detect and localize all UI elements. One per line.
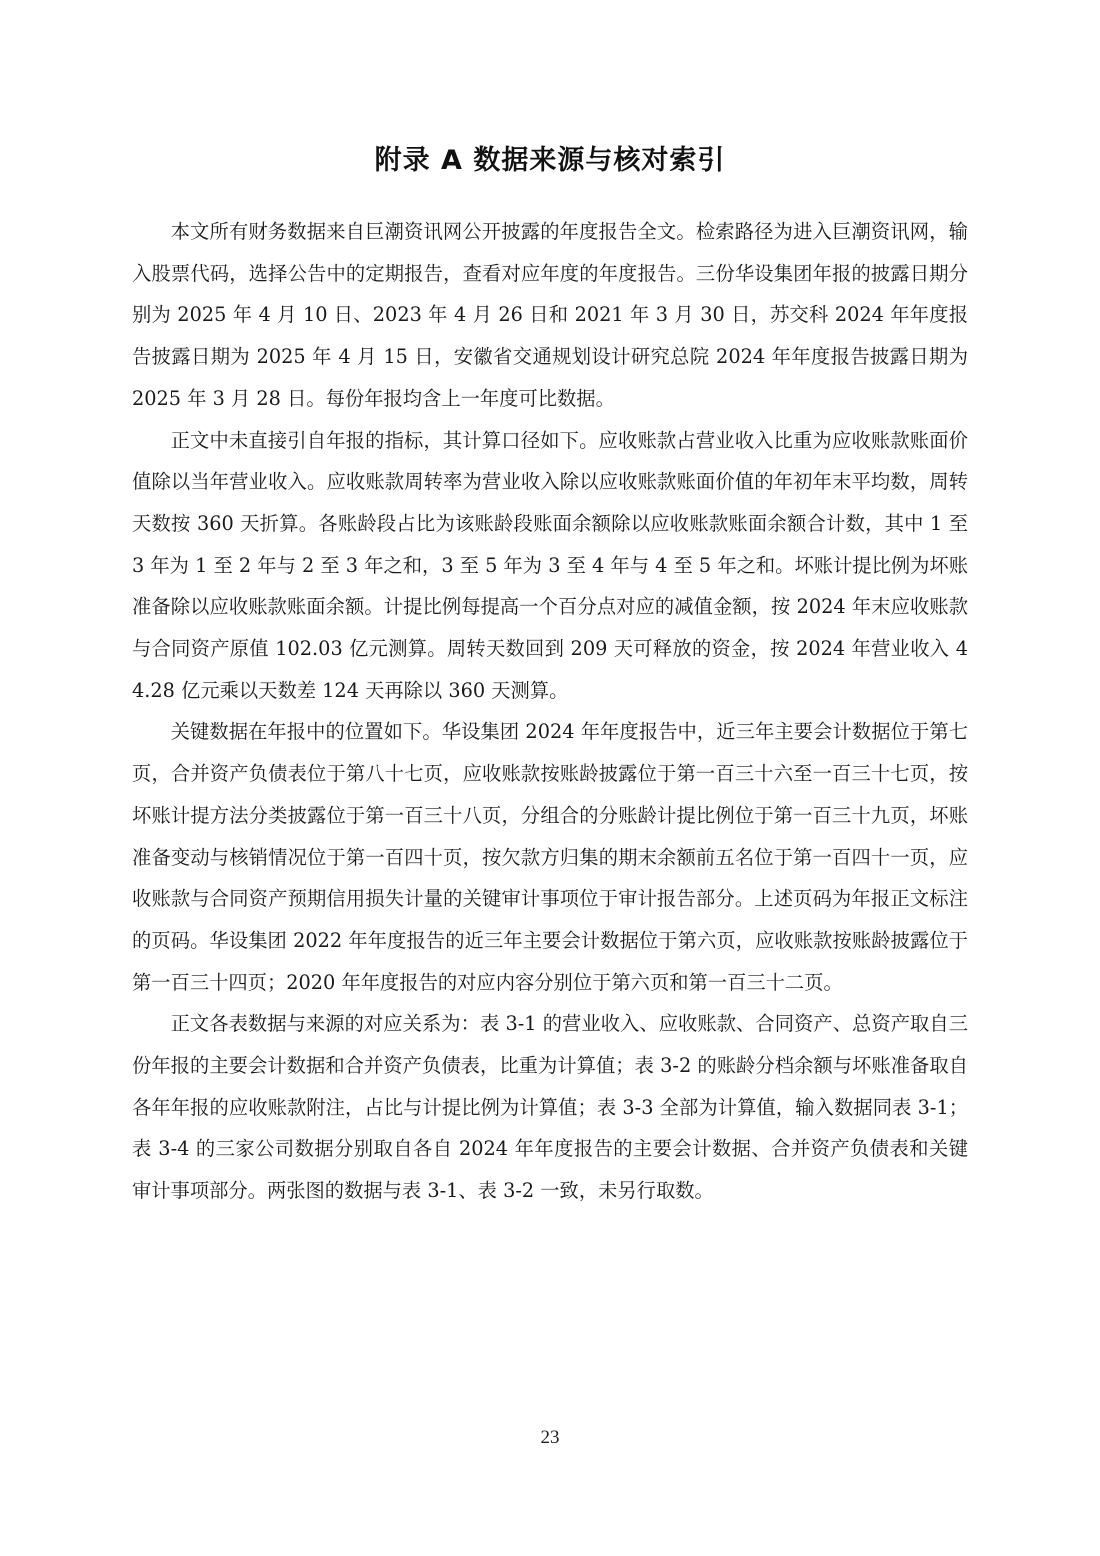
document-body xyxy=(132,211,968,1212)
page-number: 23 xyxy=(540,1427,560,1448)
paragraph-page-locations: 关键数据在年报中的位置如下。华设集团 2024 年年度报告中，近三年主要会计数据位于第七页，合并资产负债表位于第八十七页，应收账款按账龄披露位于第一百三十六至一百三十七页，按坏账计提方法分类披露位于第一百三十八页，分组合的分账龄计提比例位于第一百三十九页，坏账准备变动与核销情况位于第一百四十页，按欠款方归集的期末余额前五名位于第一百四十一页，应收账款与合同资产预期信用损失计量的关键审计事项位于审计报告部分。上述页码为年报正文标注的页码。华设集团 2022 年年度报告的近三年主要会计数据位于第六页，应收账款按账龄披露位于第一百三十四页；2020 年年度报告的对应内容分别位于第六页和第一百三十二页。 xyxy=(132,720,968,994)
paragraph-table-sources: 正文各表数据与来源的对应关系为：表 3-1 的营业收入、应收账款、合同资产、总资产取自三份年报的主要会计数据和合并资产负债表，比重为计算值；表 3-2 的账龄分档余额与坏账准备取自各年年报的应收账款附注，占比与计提比例为计算值；表 3-3 全部为计算值，输入数据同表 3-1；表 3-4 的三家公司数据分别取自各自 2024 年年度报告的主要会计数据、合并资产负债表和关键审计事项部分。两张图的数据与表 3-1、表 3-2 一致，未另行取数。 xyxy=(132,1012,968,1203)
paragraph-calculation-method: 正文中未直接引自年报的指标，其计算口径如下。应收账款占营业收入比重为应收账款账面价值除以当年营业收入。应收账款周转率为营业收入除以应收账款账面价值的年初年末平均数，周转天数按 360 天折算。各账龄段占比为该账龄段账面余额除以应收账款账面余额合计数，其中 1 至 3 年为 1 至 2 年与 2 至 3 年之和，3 至 5 年为 3 至 4 年与 4 至 5 年之和。坏账计提比例为坏账准备除以应收账款账面余额。计提比例每提高一个百分点对应的减值金额，按 2024 年末应收账款与合同资产原值 102.03 亿元测算。周转天数回到 209 天可释放的资金，按 2024 年营业收入 44.28 亿元乘以天数差 124 天再除以 360 天测算。 xyxy=(132,428,968,702)
paragraph-data-source: 本文所有财务数据来自巨潮资讯网公开披露的年度报告全文。检索路径为进入巨潮资讯网，输入股票代码，选择公告中的定期报告，查看对应年度的年度报告。三份华设集团年报的披露日期分别为 2025 年 4 月 10 日、2023 年 4 月 26 日和 2021 年 3 月 30 日，苏交科 2024 年年度报告披露日期为 2025 年 4 月 15 日，安徽省交通规划设计研究总院 2024 年年度报告披露日期为 2025 年 3 月 28 日。每份年报均含上一年度可比数据。 xyxy=(132,220,968,410)
appendix-title: 附录 A 数据来源与核对索引 xyxy=(374,145,726,176)
